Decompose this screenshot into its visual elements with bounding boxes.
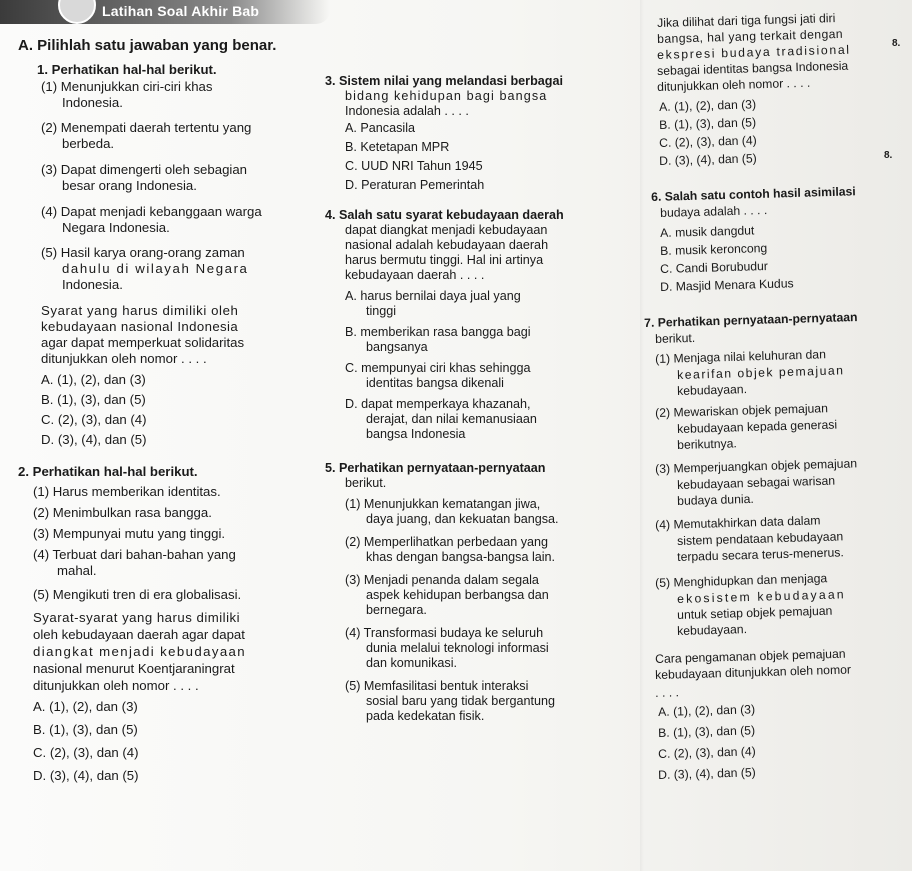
q4-option-b[interactable]: B. memberikan rasa bangga bagi (345, 325, 531, 339)
q1-stem-text: Syarat yang harus dimiliki oleh (41, 303, 239, 318)
q5-stem-text: Jika dilihat dari tiga fungsi jati diri (657, 11, 836, 30)
q7-stem-text: . . . . (655, 685, 680, 700)
question-5-stem: 5. Perhatikan pernyataan-pernyataan (325, 461, 546, 475)
q7-stem-text: berikut. (655, 330, 696, 346)
q2-stem-text: ditunjukkan oleh nomor . . . . (33, 678, 199, 693)
q7-item: (2) Mewariskan objek pemajuan (655, 401, 829, 420)
q6-option-d[interactable]: D. Masjid Menara Kudus (660, 276, 794, 294)
q1-item: (4) Dapat menjadi kebanggaan warga (41, 204, 262, 219)
q1-option-b[interactable]: B. (1), (3), dan (5) (41, 392, 146, 407)
q6-option-a[interactable]: A. musik dangdut (660, 223, 755, 240)
q4-option-c-cont: identitas bangsa dikenali (366, 376, 504, 390)
q2-item: mahal. (57, 563, 97, 578)
q3-stem-text: Indonesia adalah . . . . (345, 104, 469, 118)
q4-option-d-cont: bangsa Indonesia (366, 427, 466, 441)
q4-stem-text: nasional adalah kebudayaan daerah (345, 238, 549, 252)
question-7-stem: 7. Perhatikan pernyataan-pernyataan (644, 310, 858, 330)
q7-option-a[interactable]: A. (1), (2), dan (3) (658, 702, 756, 719)
section-title: A. Pilihlah satu jawaban yang benar. (18, 37, 277, 54)
q3-option-c[interactable]: C. UUD NRI Tahun 1945 (345, 159, 483, 173)
q2-stem-text: diangkat menjadi kebudayaan (33, 644, 247, 659)
q3-option-b[interactable]: B. Ketetapan MPR (345, 140, 450, 154)
q4-option-a[interactable]: A. harus bernilai daya jual yang (345, 289, 521, 303)
q7-item: berikutnya. (677, 436, 737, 452)
question-4-stem: 4. Salah satu syarat kebudayaan daerah (325, 208, 564, 222)
q3-option-a[interactable]: A. Pancasila (345, 121, 416, 135)
q5-option-a[interactable]: A. (1), (2), dan (3) (659, 97, 757, 114)
q7-item: (4) Memutakhirkan data dalam (655, 513, 821, 532)
q7-option-d[interactable]: D. (3), (4), dan (5) (658, 765, 756, 782)
edge-question-number: 8. (892, 38, 901, 49)
q6-stem-text: budaya adalah . . . . (660, 203, 768, 220)
q1-item: (2) Menempati daerah tertentu yang (41, 120, 252, 135)
q5-stem-text: berikut. (345, 476, 387, 490)
q4-option-d[interactable]: D. dapat memperkaya khazanah, (345, 397, 531, 411)
q5-item: daya juang, dan kekuatan bangsa. (366, 512, 559, 526)
q5-item: sosial baru yang tidak bergantung (366, 694, 556, 708)
q2-option-c[interactable]: C. (2), (3), dan (4) (33, 745, 139, 760)
q2-item: (4) Terbuat dari bahan-bahan yang (33, 547, 236, 562)
q1-item: Indonesia. (62, 95, 123, 110)
q1-item: berbeda. (62, 136, 115, 151)
chapter-header-title: Latihan Soal Akhir Bab (102, 3, 260, 19)
edge-question-number: 8. (884, 150, 893, 161)
q7-item: kebudayaan sebagai warisan (677, 473, 836, 492)
q7-option-b[interactable]: B. (1), (3), dan (5) (658, 723, 756, 740)
q2-stem-text: Syarat-syarat yang harus dimiliki (33, 610, 241, 625)
q5-option-d[interactable]: D. (3), (4), dan (5) (659, 151, 757, 168)
q2-item: (2) Menimbulkan rasa bangga. (33, 505, 212, 520)
q5-option-c[interactable]: C. (2), (3), dan (4) (659, 133, 757, 150)
q5-stem-text: ditunjukkan oleh nomor . . . . (657, 75, 811, 94)
q5-item: bernegara. (366, 603, 427, 617)
q2-stem-text: nasional menurut Koentjaraningrat (33, 661, 235, 676)
q2-option-d[interactable]: D. (3), (4), dan (5) (33, 768, 139, 783)
question-2-stem: 2. Perhatikan hal-hal berikut. (18, 464, 198, 479)
q1-stem-text: ditunjukkan oleh nomor . . . . (41, 351, 207, 366)
q7-item: (3) Memperjuangkan objek pemajuan (655, 456, 858, 476)
q1-item: Indonesia. (62, 277, 123, 292)
q2-item: (1) Harus memberikan identitas. (33, 484, 221, 499)
q2-stem-text: oleh kebudayaan daerah agar dapat (33, 627, 245, 642)
q1-option-c[interactable]: C. (2), (3), dan (4) (41, 412, 147, 427)
q5-item: (4) Transformasi budaya ke seluruh (345, 626, 544, 640)
question-3-stem: 3. Sistem nilai yang melandasi berbagai (325, 74, 563, 88)
q7-item: kebudayaan kepada generasi (677, 417, 838, 436)
q1-stem-text: kebudayaan nasional Indonesia (41, 319, 239, 334)
q1-item: (1) Menunjukkan ciri-ciri khas (41, 79, 213, 94)
q7-item: kearifan objek pemajuan (677, 363, 845, 382)
q7-item: terpadu secara terus-menerus. (677, 545, 844, 564)
q4-option-a-cont: tinggi (366, 304, 397, 318)
question-6-stem: 6. Salah satu contoh hasil asimilasi (651, 184, 856, 204)
q5-item: (5) Memfasilitasi bentuk interaksi (345, 679, 529, 693)
chapter-header-band (0, 0, 330, 24)
q5-item: (2) Memperlihatkan perbedaan yang (345, 535, 549, 549)
q2-item: (3) Mempunyai mutu yang tinggi. (33, 526, 226, 541)
q4-option-d-cont: derajat, dan nilai kemanusiaan (366, 412, 537, 426)
q4-option-b-cont: bangsanya (366, 340, 428, 354)
question-1-stem: 1. Perhatikan hal-hal berikut. (37, 62, 217, 77)
header-circle-icon (58, 0, 96, 24)
q5-stem-text: sebagai identitas bangsa Indonesia (657, 58, 849, 78)
q1-item: besar orang Indonesia. (62, 178, 197, 193)
q1-item: (3) Dapat dimengerti oleh sebagian (41, 162, 247, 177)
q6-option-c[interactable]: C. Candi Borubudur (660, 258, 769, 276)
q5-stem-text: ekspresi budaya tradisional (657, 42, 851, 62)
q1-item: Negara Indonesia. (62, 220, 170, 235)
q7-item: (1) Menjaga nilai keluhuran dan (655, 347, 827, 366)
q5-item: (3) Menjadi penanda dalam segala (345, 573, 539, 587)
q5-item: (1) Menunjukkan kematangan jiwa, (345, 497, 541, 511)
q5-item: dunia melalui teknologi informasi (366, 641, 549, 655)
q7-item: kebudayaan. (677, 622, 748, 638)
q3-stem-text: bidang kehidupan bagi bangsa (345, 89, 548, 103)
q4-stem-text: kebudayaan daerah . . . . (345, 268, 485, 282)
q6-option-b[interactable]: B. musik keroncong (660, 241, 768, 258)
q7-item: sistem pendataan kebudayaan (677, 529, 844, 548)
q4-stem-text: dapat diangkat menjadi kebudayaan (345, 223, 548, 237)
q5-stem-text: bangsa, hal yang terkait dengan (657, 26, 844, 46)
q2-item: (5) Mengikuti tren di era globalisasi. (33, 587, 242, 602)
q7-stem-text: kebudayaan ditunjukkan oleh nomor (655, 662, 852, 682)
q7-item: untuk setiap objek pemajuan (677, 603, 833, 622)
q5-option-b[interactable]: B. (1), (3), dan (5) (659, 115, 757, 132)
q7-option-c[interactable]: C. (2), (3), dan (4) (658, 744, 756, 761)
q2-option-b[interactable]: B. (1), (3), dan (5) (33, 722, 138, 737)
q5-item: pada kedekatan fisik. (366, 709, 485, 723)
q4-option-c[interactable]: C. mempunyai ciri khas sehingga (345, 361, 531, 375)
q1-option-a[interactable]: A. (1), (2), dan (3) (41, 372, 146, 387)
q5-item: khas dengan bangsa-bangsa lain. (366, 550, 556, 564)
q1-item: dahulu di wilayah Negara (62, 261, 249, 276)
q2-option-a[interactable]: A. (1), (2), dan (3) (33, 699, 138, 714)
q1-option-d[interactable]: D. (3), (4), dan (5) (41, 432, 147, 447)
q7-item: kebudayaan. (677, 382, 748, 398)
q7-stem-text: Cara pengamanan objek pemajuan (655, 646, 846, 666)
q7-item: ekosistem kebudayaan (677, 587, 846, 606)
q3-option-d[interactable]: D. Peraturan Pemerintah (345, 178, 485, 192)
q1-stem-text: agar dapat memperkuat solidaritas (41, 335, 245, 350)
q7-item: (5) Menghidupkan dan menjaga (655, 571, 828, 590)
page-fold-shadow (640, 0, 644, 871)
q7-item: budaya dunia. (677, 491, 754, 508)
q5-item: dan komunikasi. (366, 656, 458, 670)
q4-stem-text: harus bermutu tinggi. Hal ini artinya (345, 253, 544, 267)
q5-item: aspek kehidupan berbangsa dan (366, 588, 549, 602)
q1-item: (5) Hasil karya orang-orang zaman (41, 245, 245, 260)
